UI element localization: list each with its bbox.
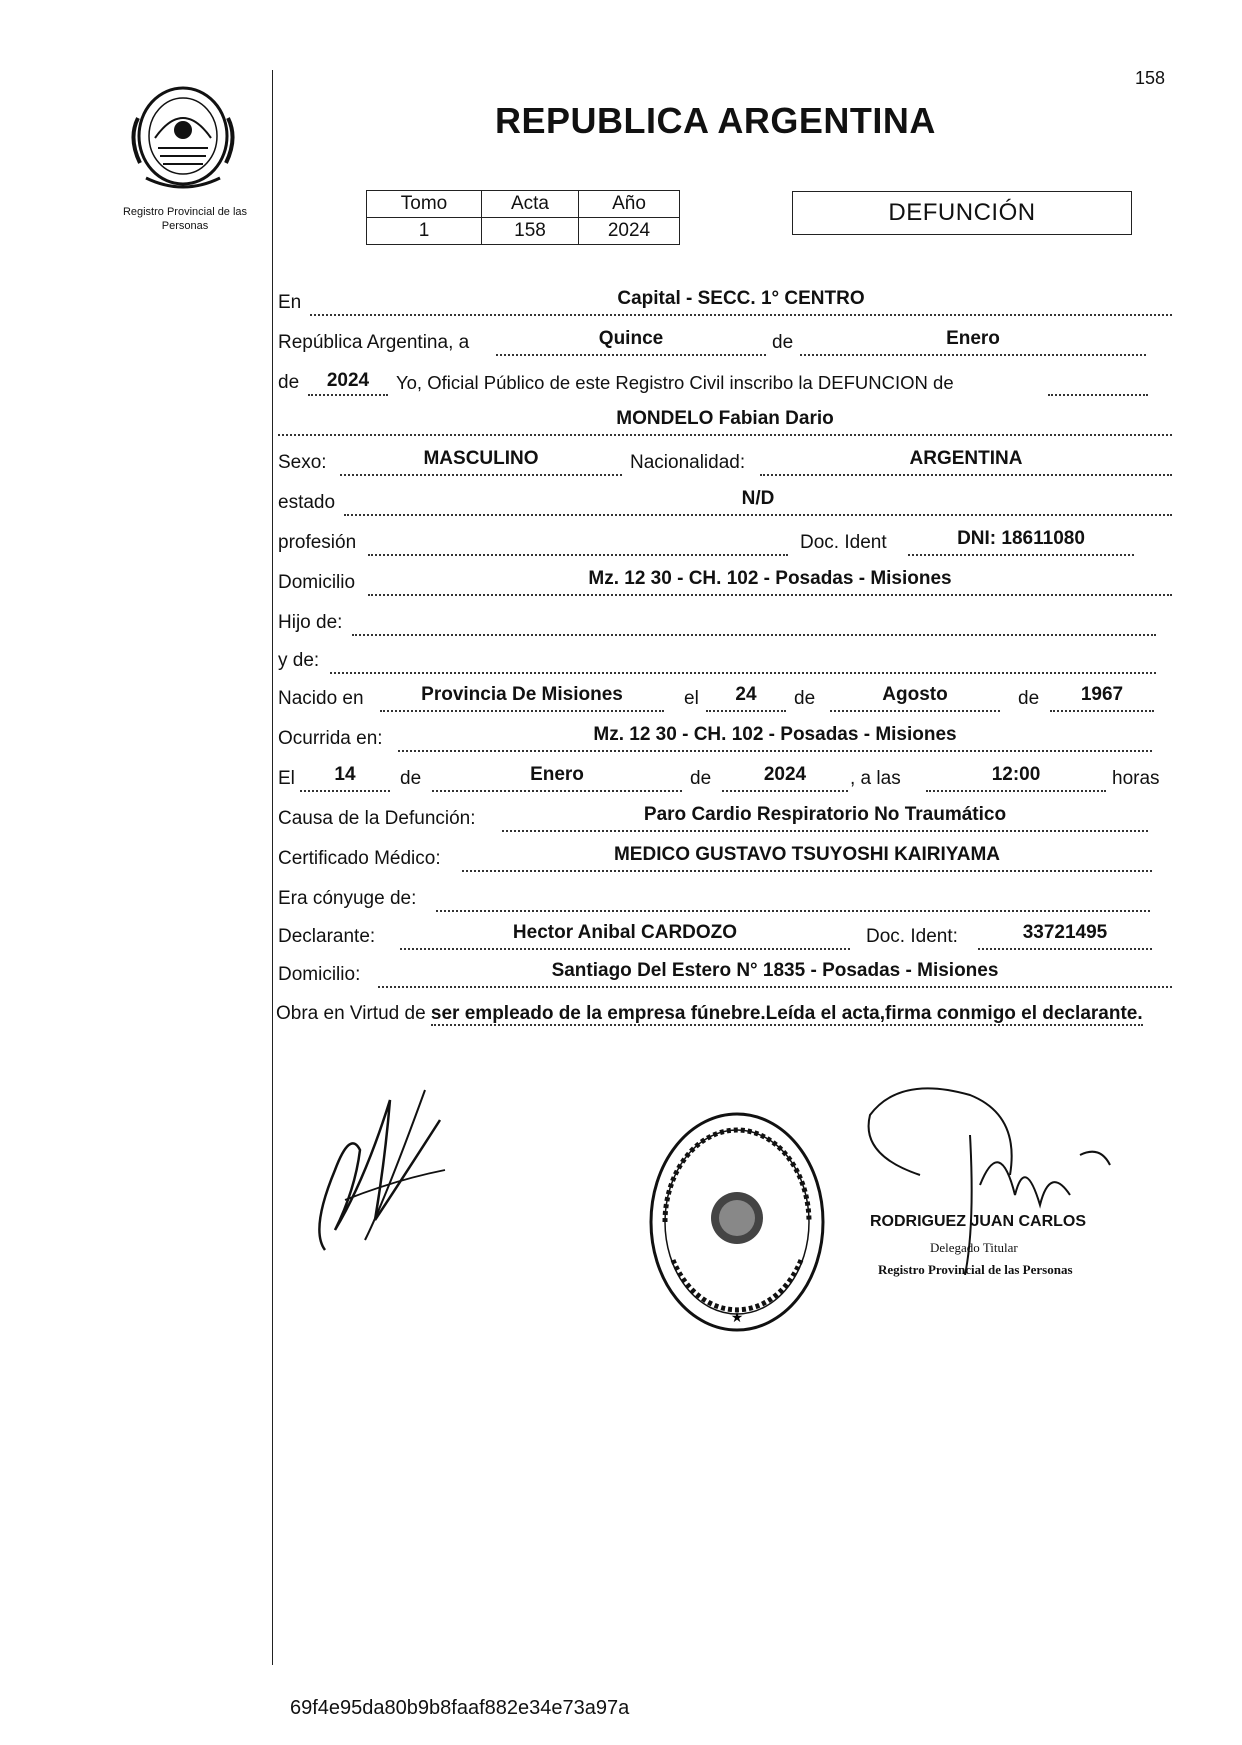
domicilio-dotline <box>368 594 1172 596</box>
de-label-2: de <box>794 688 816 709</box>
acta-header: Acta <box>482 191 579 218</box>
nacido-anio-dotline <box>1050 710 1154 712</box>
nombre-dotline <box>278 434 1172 436</box>
hijo-label: Hijo de: <box>278 612 343 633</box>
declarant-signature <box>305 1080 455 1260</box>
lugar-value: Capital - SECC. 1° CENTRO <box>617 288 865 309</box>
declarante-dotline <box>400 948 850 950</box>
obra-text: ser empleado de la empresa fúnebre.Leída el acta,firma conmigo el declarante. <box>430 1003 1143 1024</box>
de-label-4: de <box>400 768 422 789</box>
anio-value: 2024 <box>579 218 680 245</box>
de-year-label: de <box>278 372 300 393</box>
tomo-value: 1 <box>367 218 482 245</box>
declarante-doc-dotline <box>978 948 1152 950</box>
tomo-header: Tomo <box>367 191 482 218</box>
nacido-mes-dotline <box>830 710 1000 712</box>
nacido-lugar-dotline <box>380 710 664 712</box>
causa-dotline <box>502 830 1148 832</box>
acta-value: 158 <box>482 218 579 245</box>
hijo-dotline <box>352 634 1156 636</box>
document-hash: 69f4e95da80b9b8faaf882e34e73a97a <box>290 1697 630 1719</box>
declarante-domicilio-value: Santiago Del Estero N° 1835 - Posadas - Misiones <box>551 960 999 981</box>
yo-text: Yo, Oficial Público de este Registro Civil inscribo la DEFUNCION de <box>396 372 954 393</box>
page-number: 158 <box>1135 68 1166 88</box>
en-dotline <box>310 314 1172 316</box>
nacionalidad-value: ARGENTINA <box>909 448 1023 469</box>
conyuge-dotline <box>436 910 1150 912</box>
profesion-label: profesión <box>278 532 357 553</box>
ocurrida-dotline <box>398 750 1152 752</box>
certificado-label: Certificado Médico: <box>278 848 441 869</box>
nacido-lugar-value: Provincia De Misiones <box>421 684 623 705</box>
doc-ident-value: DNI: 18611080 <box>957 528 1085 549</box>
record-type: DEFUNCIÓN <box>792 191 1132 235</box>
fallec-anio-value: 2024 <box>763 764 807 785</box>
left-margin-line <box>272 70 274 1665</box>
republica-label: República Argentina, a <box>278 332 470 353</box>
record-table <box>366 190 680 245</box>
estado-dotline <box>344 514 1172 516</box>
signer-role: Delegado Titular <box>930 1240 1018 1255</box>
yo-dotline <box>1048 394 1148 396</box>
declarante-domicilio-dotline <box>378 986 1172 988</box>
fallec-mes-dotline <box>432 790 682 792</box>
nacido-anio-value: 1967 <box>1080 684 1124 705</box>
causa-label: Causa de la Defunción: <box>278 808 476 829</box>
sexo-dotline <box>340 474 622 476</box>
nacido-label: Nacido en <box>278 688 364 709</box>
anio-header: Año <box>579 191 680 218</box>
de-label-3: de <box>1018 688 1040 709</box>
certificado-value: MEDICO GUSTAVO TSUYOSHI KAIRIYAMA <box>613 844 1000 865</box>
mes-dotline <box>800 354 1146 356</box>
sexo-label: Sexo: <box>278 452 327 473</box>
en-label: En <box>278 292 302 313</box>
nombre-value: MONDELO Fabian Dario <box>616 408 834 429</box>
anio-dotline <box>308 394 388 396</box>
document-title: REPUBLICA ARGENTINA <box>495 100 936 141</box>
nacionalidad-dotline <box>760 474 1172 476</box>
fallec-anio-dotline <box>722 790 848 792</box>
domicilio-2-label: Domicilio: <box>278 964 361 985</box>
domicilio-label: Domicilio <box>278 572 356 593</box>
doc-ident-dotline <box>908 554 1134 556</box>
declarante-value: Hector Anibal CARDOZO <box>512 922 738 943</box>
anio-value: 2024 <box>326 370 370 391</box>
mes-value: Enero <box>946 328 1000 349</box>
obra-paragraph <box>276 1000 1176 1028</box>
declarante-doc-value: 33721495 <box>1022 922 1108 943</box>
estado-label: estado <box>278 492 336 513</box>
horas-label: horas <box>1112 768 1160 789</box>
fallec-dia-dotline <box>300 790 390 792</box>
certificado-dotline <box>462 870 1152 872</box>
domicilio-value: Mz. 12 30 - CH. 102 - Posadas - Misiones <box>588 568 952 589</box>
el-label-2: El <box>278 768 295 789</box>
nacido-dia-dotline <box>706 710 786 712</box>
fallec-dia-value: 14 <box>334 764 356 785</box>
causa-value: Paro Cardio Respiratorio No Traumático <box>643 804 1007 825</box>
conyuge-label: Era cónyuge de: <box>278 888 417 909</box>
nacido-dia-value: 24 <box>735 684 757 705</box>
profesion-dotline <box>368 554 788 556</box>
sexo-value: MASCULINO <box>423 448 539 469</box>
alas-label: , a las <box>850 768 901 789</box>
declarante-label: Declarante: <box>278 926 376 947</box>
hora-value: 12:00 <box>991 764 1041 785</box>
de-label-5: de <box>690 768 712 789</box>
dia-letras-value: Quince <box>598 328 664 349</box>
registry-name: Registro Provincial de las Personas <box>122 206 248 232</box>
ocurrida-lugar-value: Mz. 12 30 - CH. 102 - Posadas - Misiones <box>593 724 957 745</box>
nacionalidad-label: Nacionalidad: <box>630 452 746 473</box>
el-label: el <box>684 688 699 709</box>
estado-value: N/D <box>741 488 775 509</box>
hora-dotline <box>926 790 1106 792</box>
dia-dotline <box>496 354 766 356</box>
misiones-seal-icon <box>118 78 248 198</box>
doc-ident-2-label: Doc. Ident: <box>866 926 958 947</box>
doc-ident-label: Doc. Ident <box>800 532 887 553</box>
signer-org: Registro Provincial de las Personas <box>878 1262 1073 1277</box>
obra-label: Obra en Virtud de <box>276 1003 426 1024</box>
yde-dotline <box>330 672 1156 674</box>
yde-label: y de: <box>278 650 320 671</box>
signer-name: RODRIGUEZ JUAN CARLOS <box>870 1213 1087 1230</box>
svg-text:★: ★ <box>730 1310 744 1326</box>
fallec-mes-value: Enero <box>530 764 584 785</box>
ocurrida-label: Ocurrida en: <box>278 728 383 749</box>
nacido-mes-value: Agosto <box>882 684 948 705</box>
de-label: de <box>772 332 794 353</box>
official-stamp <box>645 1110 830 1335</box>
